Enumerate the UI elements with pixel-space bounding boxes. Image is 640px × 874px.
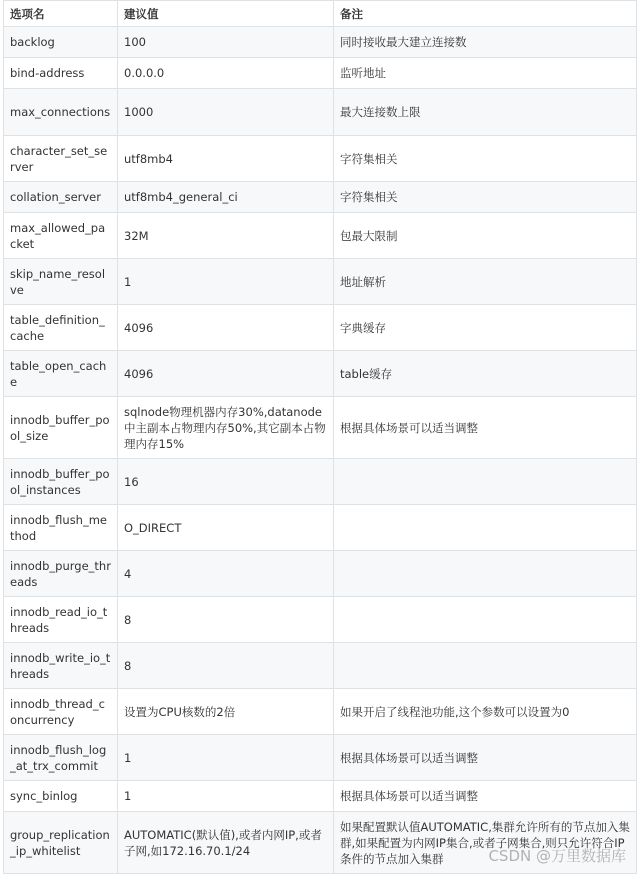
table-row (4, 397, 637, 459)
table-row (4, 781, 637, 812)
cell-suggested-value: 4096 (118, 305, 334, 351)
cell-option-name: backlog (4, 27, 118, 58)
cell-suggested-value: 1 (118, 781, 334, 812)
table-body (4, 27, 637, 874)
cell-remark: 字符集相关 (334, 182, 637, 213)
cell-suggested-value: 16 (118, 459, 334, 505)
cell-suggested-value: 4 (118, 551, 334, 597)
table-row (4, 551, 637, 597)
cell-remark: 根据具体场景可以适当调整 (334, 781, 637, 812)
cell-suggested-value: 8 (118, 643, 334, 689)
cell-suggested-value: 100 (118, 27, 334, 58)
table-row (4, 27, 637, 58)
table-row (4, 89, 637, 136)
cell-suggested-value: utf8mb4_general_ci (118, 182, 334, 213)
cell-suggested-value: AUTOMATIC(默认值),或者内网IP,或者子网,如172.16.70.1/24 (118, 812, 334, 874)
cell-option-name: character_set_server (4, 136, 118, 182)
cell-option-name: innodb_write_io_threads (4, 643, 118, 689)
header-remark: 备注 (334, 1, 637, 27)
cell-option-name: innodb_thread_concurrency (4, 689, 118, 735)
cell-remark (334, 597, 637, 643)
cell-remark (334, 459, 637, 505)
table-row (4, 459, 637, 505)
table-row (4, 213, 637, 259)
cell-option-name: innodb_buffer_pool_size (4, 397, 118, 459)
cell-remark (334, 505, 637, 551)
cell-remark: 如果开启了线程池功能,这个参数可以设置为0 (334, 689, 637, 735)
config-table (3, 0, 637, 874)
cell-option-name: skip_name_resolve (4, 259, 118, 305)
table-row (4, 58, 637, 89)
cell-suggested-value: 4096 (118, 351, 334, 397)
cell-suggested-value: utf8mb4 (118, 136, 334, 182)
cell-option-name: innodb_flush_log_at_trx_commit (4, 735, 118, 781)
cell-option-name: innodb_buffer_pool_instances (4, 459, 118, 505)
table-row (4, 136, 637, 182)
cell-remark: 包最大限制 (334, 213, 637, 259)
cell-option-name: innodb_read_io_threads (4, 597, 118, 643)
cell-remark: 最大连接数上限 (334, 89, 637, 136)
cell-suggested-value: O_DIRECT (118, 505, 334, 551)
table-row (4, 643, 637, 689)
cell-option-name: innodb_flush_method (4, 505, 118, 551)
cell-suggested-value: 1 (118, 259, 334, 305)
cell-option-name: bind-address (4, 58, 118, 89)
table-row (4, 305, 637, 351)
cell-remark: 监听地址 (334, 58, 637, 89)
cell-remark: table缓存 (334, 351, 637, 397)
cell-remark: 如果配置默认值AUTOMATIC,集群允许所有的节点加入集群,如果配置为内网IP集合,或者子网集合,则只允许符合IP条件的节点加入集群 (334, 812, 637, 874)
cell-option-name: innodb_purge_threads (4, 551, 118, 597)
cell-suggested-value: 8 (118, 597, 334, 643)
header-option-name: 选项名 (4, 1, 118, 27)
cell-remark: 字符集相关 (334, 136, 637, 182)
table-row (4, 182, 637, 213)
cell-option-name: max_allowed_packet (4, 213, 118, 259)
cell-suggested-value: 32M (118, 213, 334, 259)
cell-remark: 根据具体场景可以适当调整 (334, 735, 637, 781)
cell-option-name: table_open_cache (4, 351, 118, 397)
cell-remark: 地址解析 (334, 259, 637, 305)
cell-remark (334, 551, 637, 597)
cell-option-name: sync_binlog (4, 781, 118, 812)
csdn-watermark: CSDN @万里数据库 (488, 847, 626, 865)
cell-suggested-value: 0.0.0.0 (118, 58, 334, 89)
table-row (4, 735, 637, 781)
cell-remark: 根据具体场景可以适当调整 (334, 397, 637, 459)
cell-suggested-value: 1000 (118, 89, 334, 136)
cell-option-name: table_definition_cache (4, 305, 118, 351)
table-row (4, 505, 637, 551)
cell-remark: 字典缓存 (334, 305, 637, 351)
cell-option-name: max_connections (4, 89, 118, 136)
cell-remark: 同时接收最大建立连接数 (334, 27, 637, 58)
cell-suggested-value: sqlnode物理机器内存30%,datanode中主副本占物理内存50%,其它副本占物理内存15% (118, 397, 334, 459)
cell-suggested-value: 设置为CPU核数的2倍 (118, 689, 334, 735)
cell-option-name: collation_server (4, 182, 118, 213)
table-header (4, 1, 637, 27)
table-row (4, 259, 637, 305)
header-suggested-value: 建议值 (118, 1, 334, 27)
table-row (4, 351, 637, 397)
cell-remark (334, 643, 637, 689)
header-row (4, 1, 637, 27)
table-row (4, 597, 637, 643)
cell-option-name: group_replication_ip_whitelist (4, 812, 118, 874)
cell-suggested-value: 1 (118, 735, 334, 781)
table-row (4, 689, 637, 735)
